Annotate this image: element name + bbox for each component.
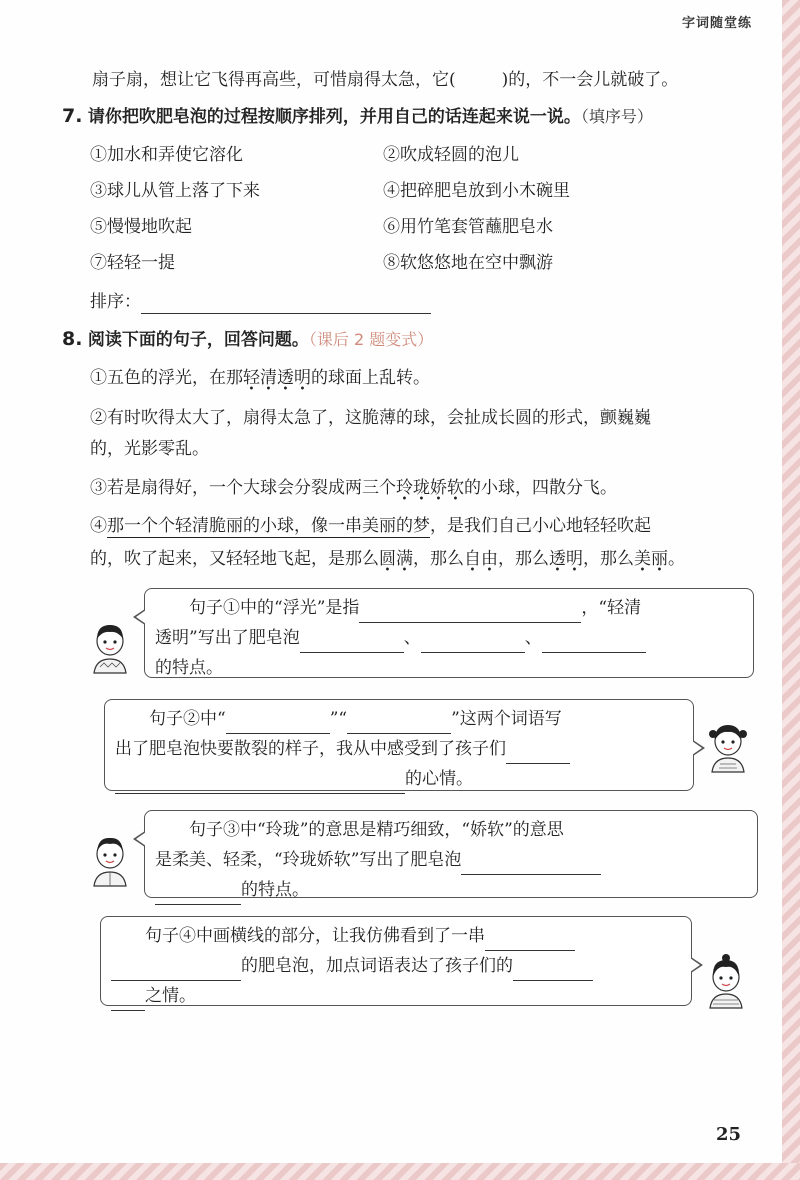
emphasis-char: 透 bbox=[277, 368, 294, 388]
bubble-line bbox=[111, 951, 681, 981]
emphasis-char: 轻 bbox=[243, 368, 260, 388]
prompt-text: ”这两个词语写 bbox=[451, 709, 562, 729]
question-title: 请你把吹肥皂泡的过程按顺序排列，并用自己的话连起来说一说。 bbox=[87, 107, 581, 127]
answer-blank[interactable] bbox=[506, 745, 570, 764]
answer-blank[interactable] bbox=[513, 962, 593, 981]
bubble-line bbox=[155, 815, 747, 845]
speech-bubble-4 bbox=[100, 916, 692, 1006]
answer-blank[interactable] bbox=[300, 634, 404, 653]
answer-blank[interactable] bbox=[111, 992, 145, 1011]
prompt-text: 是柔美、轻柔，“玲珑娇软”写出了肥皂泡 bbox=[155, 850, 462, 870]
bubble-line: 的特点。 bbox=[155, 658, 223, 678]
sentence-4-line-1 bbox=[90, 514, 651, 538]
answer-blank[interactable] bbox=[347, 715, 451, 734]
bubble-line bbox=[111, 921, 681, 951]
question-number: 8. bbox=[62, 328, 83, 350]
line-text-after: )的，不一会儿就破了。 bbox=[501, 70, 679, 90]
prompt-text: 的特点。 bbox=[241, 880, 309, 900]
sentence-text: 的球面上乱转。 bbox=[311, 368, 430, 388]
answer-blank[interactable] bbox=[485, 932, 575, 951]
sentence-text: ①五色的浮光，在那 bbox=[90, 368, 243, 388]
order-answer-blank[interactable] bbox=[141, 295, 431, 314]
answer-blank[interactable] bbox=[226, 715, 330, 734]
order-label: 排序： bbox=[90, 292, 141, 312]
prompt-text: 透明”写出了肥皂泡 bbox=[155, 628, 300, 648]
dotted-word bbox=[634, 549, 668, 569]
option-2: ②吹成轻圆的泡儿 bbox=[383, 145, 519, 165]
answer-blank[interactable] bbox=[542, 634, 646, 653]
prompt-text: 之情。 bbox=[145, 986, 196, 1006]
bubble-line bbox=[155, 875, 747, 905]
answer-blank[interactable] bbox=[111, 962, 241, 981]
answer-blank[interactable] bbox=[421, 634, 525, 653]
boy-avatar-icon bbox=[88, 828, 132, 888]
question-title: 阅读下面的句子，回答问题。 bbox=[87, 330, 309, 350]
emphasis-char: 自 bbox=[464, 549, 481, 569]
emphasis-char: 清 bbox=[260, 368, 277, 388]
sentence-1 bbox=[90, 366, 430, 390]
sentence-text: 的小球，四散分飞。 bbox=[464, 478, 617, 498]
line-text-before: 扇子扇，想让它飞得再高些，可惜扇得太急，它( bbox=[92, 70, 456, 90]
sentence-3 bbox=[90, 476, 617, 500]
sentence-text: ，那么 bbox=[413, 549, 464, 569]
emphasis-char: 娇 bbox=[430, 478, 447, 498]
prompt-text: 出了肥皂泡快要散裂的样子，我从中感受到了孩子们 bbox=[115, 739, 506, 759]
section-label: 字词随堂练 bbox=[681, 16, 752, 31]
prompt-text: 、 bbox=[524, 628, 542, 648]
sentence-4-line-2 bbox=[90, 547, 685, 571]
prompt-text: ，“轻清 bbox=[581, 598, 642, 618]
speech-bubble-1 bbox=[144, 588, 754, 678]
prompt-text: 的肥皂泡，加点词语表达了孩子们的 bbox=[241, 956, 513, 976]
bubble-line bbox=[115, 764, 683, 794]
prompt-text: 句子④中画横线的部分，让我仿佛看到了一串 bbox=[145, 926, 485, 946]
prompt-text: 、 bbox=[403, 628, 421, 648]
speech-bubble-3 bbox=[144, 810, 758, 898]
prompt-text: 句子①中的“浮光”是指 bbox=[189, 598, 360, 618]
emphasis-char: 由 bbox=[481, 549, 498, 569]
bubble-line bbox=[155, 845, 747, 875]
question-8-heading bbox=[62, 327, 433, 352]
emphasis-char: 珑 bbox=[413, 478, 430, 498]
girl-avatar-icon bbox=[704, 950, 748, 1010]
question-number: 7. bbox=[62, 105, 83, 127]
bubble-line bbox=[155, 593, 743, 623]
option-1: ①加水和弄使它溶化 bbox=[90, 145, 243, 165]
sentence-text: ，那么 bbox=[498, 549, 549, 569]
decorative-border-right bbox=[782, 0, 800, 1180]
dotted-word bbox=[243, 368, 311, 388]
question-note: （课后 2 题变式） bbox=[308, 330, 434, 349]
emphasis-char: 圆 bbox=[379, 549, 396, 569]
answer-blank[interactable] bbox=[359, 604, 581, 623]
sentence-text: 。 bbox=[668, 549, 685, 569]
option-5: ⑤慢慢地吹起 bbox=[90, 217, 192, 237]
sentence-2-line-1: ②有时吹得太大了，扇得太急了，这脆薄的球，会扯成长圆的形式，颤巍巍 bbox=[90, 408, 651, 428]
dotted-word bbox=[379, 549, 413, 569]
decorative-border-bottom bbox=[0, 1163, 800, 1180]
option-4: ④把碎肥皂放到小木碗里 bbox=[383, 181, 570, 201]
dotted-word bbox=[549, 549, 583, 569]
speech-bubble-2 bbox=[104, 699, 694, 791]
option-6: ⑥用竹笔套管蘸肥皂水 bbox=[383, 217, 553, 237]
option-3: ③球儿从管上落了下来 bbox=[90, 181, 260, 201]
bubble-line bbox=[155, 623, 743, 653]
sentence-text: ，是我们自己小心地轻轻吹起 bbox=[430, 516, 651, 536]
bubble-line bbox=[115, 734, 683, 764]
option-7: ⑦轻轻一提 bbox=[90, 253, 175, 273]
prompt-text: ”“ bbox=[329, 709, 348, 729]
emphasis-char: 明 bbox=[294, 368, 311, 388]
prompt-text: 句子③中“玲珑”的意思是精巧细致，“娇软”的意思 bbox=[189, 820, 564, 840]
emphasis-char: 软 bbox=[447, 478, 464, 498]
answer-blank[interactable] bbox=[155, 886, 241, 905]
prompt-text: 句子②中“ bbox=[149, 709, 226, 729]
prompt-text: 的心情。 bbox=[405, 769, 473, 789]
order-answer-row bbox=[90, 290, 431, 314]
sentence-text: ，那么 bbox=[583, 549, 634, 569]
answer-blank[interactable] bbox=[115, 775, 405, 794]
sentence-number: ④ bbox=[90, 516, 107, 536]
boy-avatar-icon bbox=[88, 615, 132, 675]
sentence-text: ③若是扇得好，一个大球会分裂成两三个 bbox=[90, 478, 396, 498]
dotted-word bbox=[464, 549, 498, 569]
bubble-line bbox=[115, 704, 683, 734]
emphasis-char: 玲 bbox=[396, 478, 413, 498]
previous-question-line bbox=[92, 68, 678, 92]
option-8: ⑧软悠悠地在空中飘游 bbox=[383, 253, 553, 273]
question-note: （填序号） bbox=[580, 107, 653, 126]
answer-blank[interactable] bbox=[461, 856, 601, 875]
question-7-heading bbox=[62, 104, 653, 129]
bubble-line bbox=[111, 981, 681, 1011]
dotted-word bbox=[396, 478, 464, 498]
underlined-phrase: 那一个个轻清脆丽的小球，像一串美丽的梦 bbox=[107, 516, 430, 536]
emphasis-char: 美 bbox=[634, 549, 651, 569]
emphasis-char: 透 bbox=[549, 549, 566, 569]
sentence-2-line-2: 的，光影零乱。 bbox=[90, 439, 209, 459]
girl-avatar-icon bbox=[706, 714, 750, 774]
emphasis-char: 丽 bbox=[651, 549, 668, 569]
emphasis-char: 满 bbox=[396, 549, 413, 569]
emphasis-char: 明 bbox=[566, 549, 583, 569]
page-number: 25 bbox=[716, 1124, 742, 1145]
sentence-text: 的，吹了起来，又轻轻地飞起，是那么 bbox=[90, 549, 379, 569]
